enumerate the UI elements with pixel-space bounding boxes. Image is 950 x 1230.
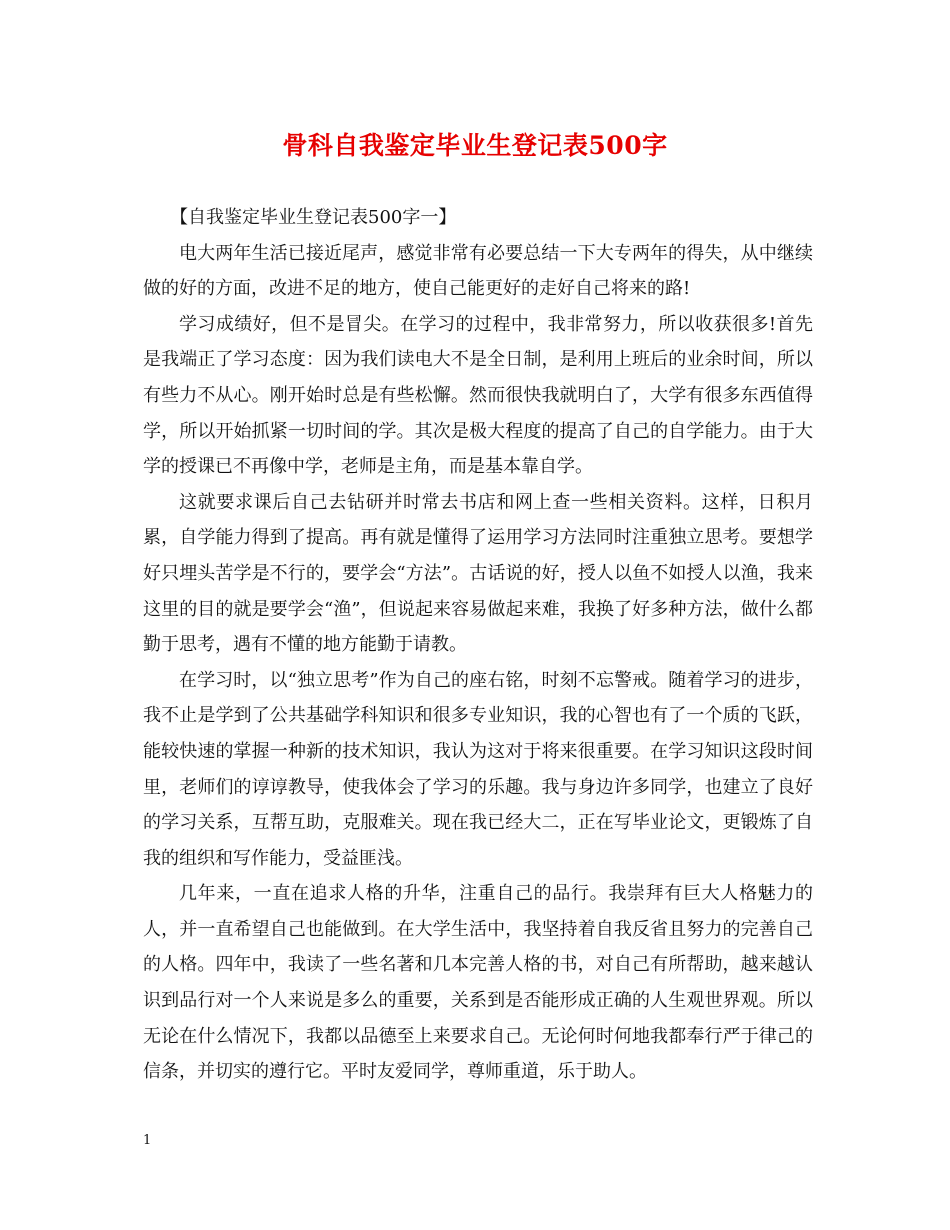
paragraph-4: 在学习时，以“独立思考”作为自己的座右铭，时刻不忘警戒。随着学习的进步，我不止是学到了公共基础学科知识和很多专业知识，我的心智也有了一个质的飞跃，能较快速的掌握一种新的技术知识，我认为这对于将来很重要。在学习知识这段时间里，老师们的谆谆教导，使我体会了学习的乐趣。我与身边许多同学，也建立了良好的学习关系，互帮互助，克服难关。现在我已经大二，正在写毕业论文，更锻炼了自我的组织和写作能力，受益匪浅。 <box>143 669 813 869</box>
section-heading: 【自我鉴定毕业生登记表500字一】 <box>170 207 457 228</box>
paragraph-5: 几年来，一直在追求人格的升华，注重自己的品行。我崇拜有巨大人格魅力的人，并一直希望自己也能做到。在大学生活中，我坚持着自我反省且努力的完善自己的人格。四年中，我读了一些名著和几本完善人格的书，对自己有所帮助，越来越认识到品行对一个人来说是多么的重要，关系到是否能形成正确的人生观世界观。所以无论在什么情况下，我都以品德至上来要求自己。无论何时何地我都奉行严于律己的信条，并切实的遵行它。平时友爱同学，尊师重道，乐于助人。 <box>143 883 813 1083</box>
paragraph-1: 电大两年生活已接近尾声，感觉非常有必要总结一下大专两年的得失，从中继续做的好的方面，改进不足的地方，使自己能更好的走好自己将来的路! <box>143 242 813 300</box>
paragraph-2: 学习成绩好，但不是冒尖。在学习的过程中，我非常努力，所以收获很多!首先是我端正了学习态度：因为我们读电大不是全日制，是利用上班后的业余时间，所以有些力不从心。刚开始时总是有些松懈。然而很快我就明白了，大学有很多东西值得学，所以开始抓紧一切时间的学。其次是极大程度的提高了自己的自学能力。由于大学的授课已不再像中学，老师是主角，而是基本靠自学。 <box>143 313 813 478</box>
paragraph-3: 这就要求课后自己去钻研并时常去书店和网上查一些相关资料。这样，日积月累，自学能力得到了提高。再有就是懂得了运用学习方法同时注重独立思考。要想学好只埋头苦学是不行的，要学会“方法”。古话说的好，授人以鱼不如授人以渔，我来这里的目的就是要学会“渔”，但说起来容易做起来难，我换了好多种方法，做什么都勤于思考，遇有不懂的地方能勤于请教。 <box>143 491 813 656</box>
page-number: 1 <box>143 1133 152 1148</box>
document-title: 骨科自我鉴定毕业生登记表500字 <box>282 131 668 160</box>
document-body <box>143 200 813 1090</box>
